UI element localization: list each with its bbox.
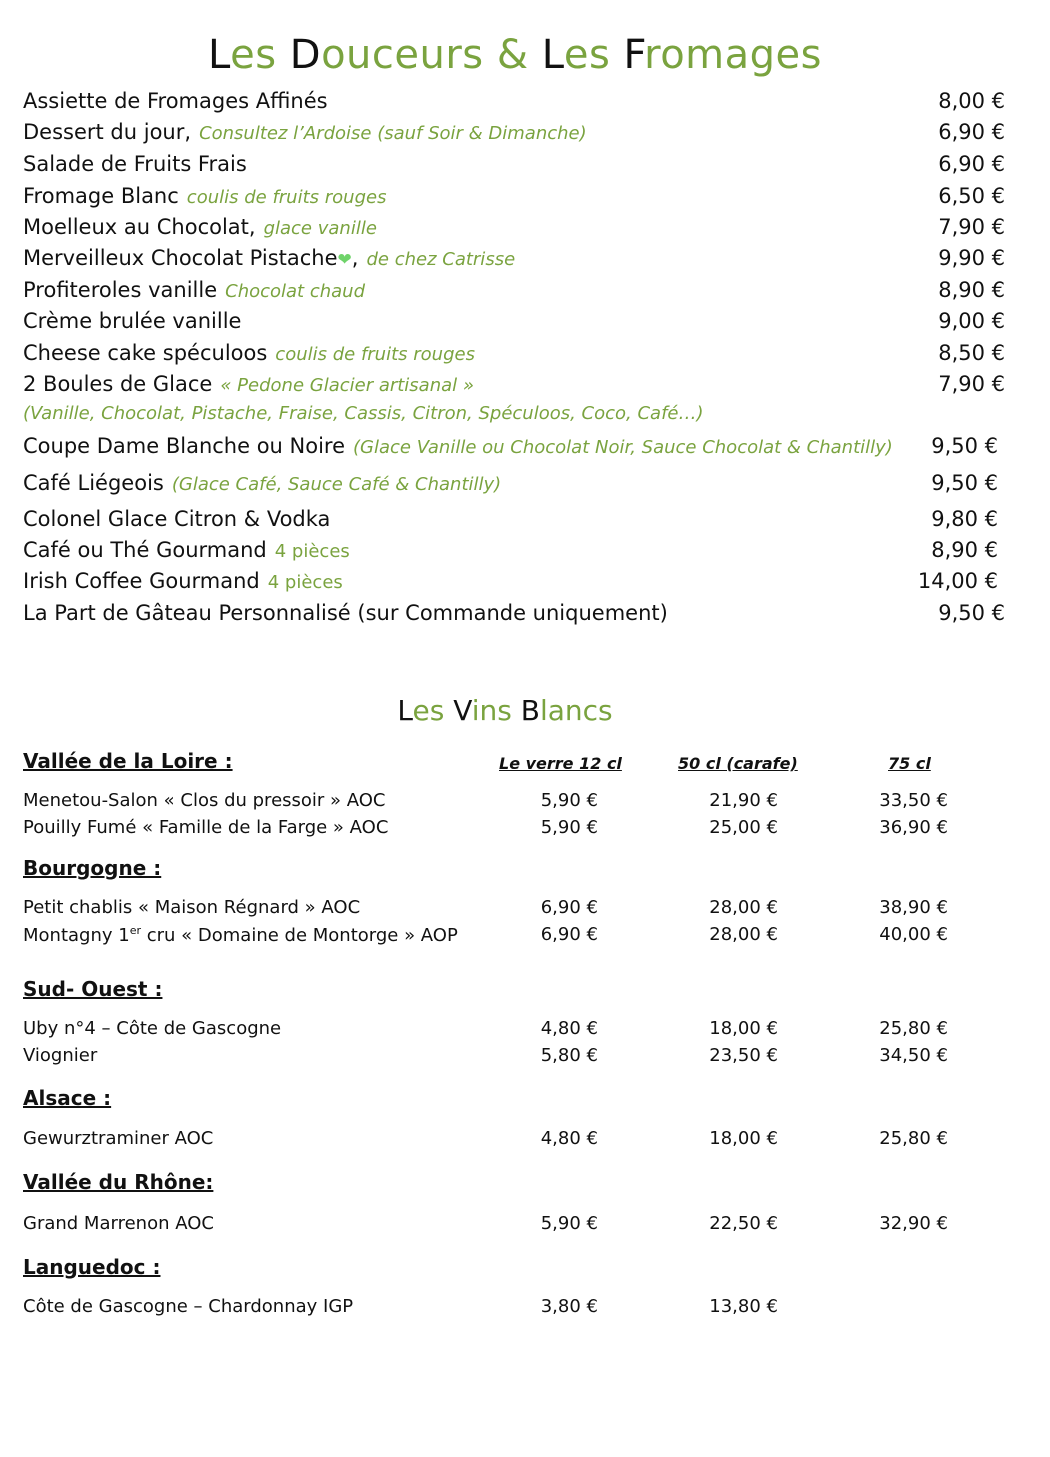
region-heading: Vallée de la Loire :	[23, 749, 233, 773]
dessert-price: 7,90 €	[938, 215, 1005, 239]
title-part: ins	[471, 694, 521, 727]
dessert-price: 6,90 €	[938, 152, 1005, 176]
dessert-name	[23, 309, 241, 333]
wine-row	[23, 1045, 963, 1069]
dessert-note: (Glace Café, Sauce Café & Chantilly)	[171, 474, 502, 495]
dessert-item	[23, 471, 1005, 502]
wine-price: 23,50 €	[709, 1045, 778, 1066]
dessert-price: 9,90 €	[938, 246, 1005, 270]
title-part: L	[541, 32, 564, 78]
wine-price: 34,50 €	[879, 1045, 948, 1066]
dessert-label: Colonel Glace Citron & Vodka	[23, 507, 331, 531]
dessert-price: 9,50 €	[938, 601, 1005, 625]
dessert-price: 8,90 €	[931, 538, 998, 562]
dessert-item	[23, 569, 1005, 600]
wine-price: 5,90 €	[540, 1213, 598, 1234]
dessert-name	[23, 246, 515, 270]
wine-price: 13,80 €	[709, 1296, 778, 1317]
dessert-price: 14,00 €	[917, 569, 998, 593]
dessert-price: 8,00 €	[938, 89, 1005, 113]
dessert-note: (Glace Vanille ou Chocolat Noir, Sauce Chocolat & Chantilly)	[353, 437, 893, 458]
wine-price: 5,80 €	[540, 1045, 598, 1066]
dessert-label: 2 Boules de Glace	[23, 372, 213, 396]
dessert-price: 7,90 €	[938, 372, 1005, 396]
wine-row	[23, 1018, 963, 1042]
wine-price: 5,90 €	[540, 790, 598, 811]
wine-row	[23, 1296, 963, 1320]
dessert-item	[23, 601, 1005, 632]
dessert-note: coulis de fruits rouges	[275, 344, 475, 365]
dessert-label: Irish Coffee Gourmand	[23, 569, 260, 593]
wine-price: 21,90 €	[709, 790, 778, 811]
col-bottle: 75 cl	[888, 754, 931, 773]
region-heading: Alsace :	[23, 1086, 112, 1110]
dessert-label: Assiette de Fromages Affinés	[23, 89, 328, 113]
wine-price: 25,80 €	[879, 1128, 948, 1149]
title-part: es	[563, 32, 624, 78]
col-glass: Le verre 12 cl	[499, 754, 622, 773]
dessert-price: 9,50 €	[931, 434, 998, 458]
dessert-note: 4 pièces	[274, 541, 350, 562]
dessert-item	[23, 246, 1005, 277]
wine-price: 4,80 €	[540, 1128, 598, 1149]
dessert-item	[23, 434, 1005, 465]
dessert-price: 9,00 €	[938, 309, 1005, 333]
wine-price: 22,50 €	[709, 1213, 778, 1234]
dessert-item	[23, 309, 1005, 340]
dessert-price: 8,90 €	[938, 278, 1005, 302]
region-heading: Sud- Ouest :	[23, 977, 163, 1001]
wine-name: Pouilly Fumé « Famille de la Farge » AOC	[23, 817, 389, 838]
wine-row	[23, 817, 963, 841]
wine-name	[23, 924, 458, 946]
dessert-name	[23, 507, 330, 531]
wine-price: 5,90 €	[540, 817, 598, 838]
dessert-price: 6,50 €	[938, 184, 1005, 208]
dessert-label: Merveilleux Chocolat Pistache	[23, 246, 338, 270]
wine-price: 4,80 €	[540, 1018, 598, 1039]
wine-title	[0, 694, 1010, 727]
title-part: es	[230, 32, 290, 78]
wine-row	[23, 790, 963, 814]
wine-price: 6,90 €	[540, 924, 598, 945]
dessert-label: La Part de Gâteau Personnalisé (sur Commande uniquement)	[23, 601, 668, 625]
dessert-note: Chocolat chaud	[225, 281, 366, 302]
dessert-note: « Pedone Glacier artisanal »	[220, 375, 474, 396]
wine-row	[23, 897, 963, 921]
title-part: V	[453, 694, 472, 727]
dessert-label: Crème brulée vanille	[23, 309, 242, 333]
dessert-label: Coupe Dame Blanche ou Noire	[23, 434, 346, 458]
wine-row	[23, 1213, 963, 1237]
wine-price: 3,80 €	[540, 1296, 598, 1317]
dessert-name	[23, 601, 668, 625]
wine-price: 18,00 €	[709, 1128, 778, 1149]
dessert-price: 6,90 €	[938, 120, 1005, 144]
wine-price: 25,80 €	[879, 1018, 948, 1039]
title-part: L	[208, 32, 231, 78]
wine-name: Grand Marrenon AOC	[23, 1213, 214, 1234]
dessert-item	[23, 89, 1005, 120]
title-part: L	[397, 694, 413, 727]
title-part: B	[520, 694, 540, 727]
dessert-name	[23, 434, 893, 458]
heart-icon: ❤	[337, 250, 352, 270]
dessert-note: coulis de fruits rouges	[186, 187, 387, 208]
glace-flavours: (Vanille, Chocolat, Pistache, Fraise, Cassis, Citron, Spéculoos, Coco, Café…)	[23, 403, 704, 424]
wine-name-sup: er	[129, 924, 141, 937]
dessert-item	[23, 372, 1005, 403]
dessert-item	[23, 184, 1005, 215]
dessert-item	[23, 215, 1005, 246]
dessert-note: glace vanille	[263, 218, 377, 239]
title-part: F	[623, 32, 645, 78]
dessert-label: Cheese cake spéculoos	[23, 341, 268, 365]
title-part: ouceurs &	[321, 32, 542, 78]
wine-price: 32,90 €	[879, 1213, 948, 1234]
dessert-name	[23, 278, 365, 302]
wine-name: Menetou-Salon « Clos du pressoir » AOC	[23, 790, 386, 811]
dessert-name	[23, 538, 350, 562]
dessert-label: Fromage Blanc	[23, 184, 179, 208]
dessert-name	[23, 471, 501, 495]
wine-price: 28,00 €	[709, 897, 778, 918]
dessert-title	[0, 32, 1030, 78]
wine-price: 33,50 €	[879, 790, 948, 811]
dessert-item	[23, 152, 1005, 183]
dessert-item	[23, 507, 1005, 538]
dessert-item	[23, 538, 1005, 569]
region-heading: Vallée du Rhône:	[23, 1170, 214, 1194]
dessert-name	[23, 215, 377, 239]
wine-name-part: Montagny 1	[23, 925, 130, 946]
dessert-label: Profiteroles vanille	[23, 278, 218, 302]
dessert-note: 4 pièces	[267, 572, 343, 593]
dessert-note: Consultez l’Ardoise (sauf Soir & Dimanche)	[199, 123, 587, 144]
dessert-price: 8,50 €	[938, 341, 1005, 365]
dessert-note: de chez Catrisse	[366, 249, 516, 270]
dessert-price: 9,80 €	[931, 507, 998, 531]
title-part: romages	[644, 32, 822, 78]
wine-name-part: cru « Domaine de Montorge » AOP	[141, 925, 458, 946]
wine-price: 36,90 €	[879, 817, 948, 838]
wine-name: Petit chablis « Maison Régnard » AOC	[23, 897, 361, 918]
dessert-name	[23, 89, 328, 113]
wine-price: 6,90 €	[540, 897, 598, 918]
region-heading: Bourgogne :	[23, 856, 162, 880]
dessert-name	[23, 152, 247, 176]
wine-row	[23, 924, 963, 948]
dessert-name	[23, 120, 587, 144]
col-carafe: 50 cl (carafe)	[678, 754, 798, 773]
dessert-label: Café Liégeois	[23, 471, 164, 495]
title-part: lancs	[539, 694, 613, 727]
dessert-name	[23, 341, 475, 365]
dessert-label: Café ou Thé Gourmand	[23, 538, 267, 562]
title-part: es	[412, 694, 454, 727]
dessert-price: 9,50 €	[931, 471, 998, 495]
wine-name: Viognier	[23, 1045, 98, 1066]
wine-price: 18,00 €	[709, 1018, 778, 1039]
wine-price: 28,00 €	[709, 924, 778, 945]
wine-price: 25,00 €	[709, 817, 778, 838]
wine-price: 38,90 €	[879, 897, 948, 918]
dessert-item	[23, 341, 1005, 372]
title-part: D	[289, 32, 322, 78]
dessert-item	[23, 120, 1005, 151]
wine-row	[23, 1128, 963, 1152]
dessert-name	[23, 372, 474, 396]
wine-name: Gewurztraminer AOC	[23, 1128, 214, 1149]
wine-name: Uby n°4 – Côte de Gascogne	[23, 1018, 282, 1039]
dessert-item	[23, 278, 1005, 309]
dessert-name	[23, 184, 386, 208]
dessert-label-suffix: ,	[351, 246, 359, 270]
wine-price: 40,00 €	[879, 924, 948, 945]
dessert-label: Salade de Fruits Frais	[23, 152, 247, 176]
region-heading: Languedoc :	[23, 1255, 161, 1279]
dessert-label: Moelleux au Chocolat,	[23, 215, 256, 239]
wine-name: Côte de Gascogne – Chardonnay IGP	[23, 1296, 354, 1317]
dessert-label: Dessert du jour,	[23, 120, 192, 144]
dessert-name	[23, 569, 343, 593]
